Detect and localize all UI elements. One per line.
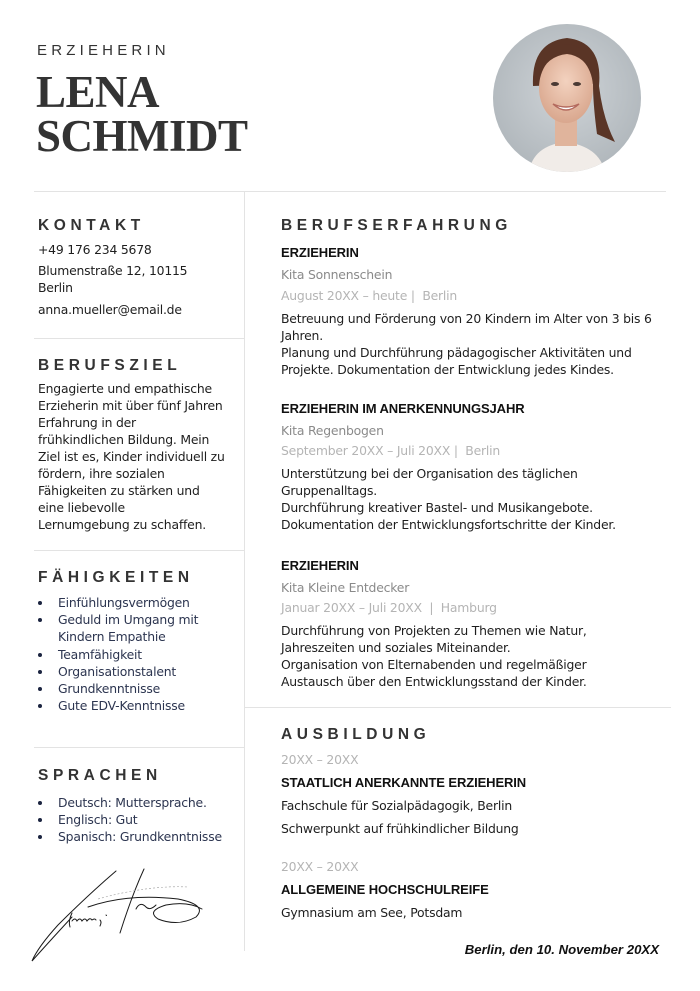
job-employer: Kita Kleine Entdecker [281,580,410,595]
job-line: Dokumentation der Entwicklungsfortschritte der Kinder. [281,517,616,532]
education-title: STAATLICH ANERKANNTE ERZIEHERIN [281,775,527,790]
job-employer: Kita Regenbogen [281,423,384,438]
job-title-eyebrow: ERZIEHERIN [37,42,170,59]
job-period: September 20XX – Juli 20XX | Berlin [281,443,501,458]
last-name: SCHMIDT [36,111,248,161]
divider-kontakt [34,338,244,339]
languages-list [37,794,242,846]
portrait-image [493,24,641,172]
kontakt-heading: KONTAKT [38,217,145,234]
language-item: Deutsch: Muttersprache. [37,794,242,811]
education-title: ALLGEMEINE HOCHSCHULREIFE [281,882,489,897]
skill-item: Grundkenntnisse [37,680,227,697]
address-line2: Berlin [38,280,73,295]
job-title: ERZIEHERIN [281,558,359,573]
berufsziel-line: fördern, ihre sozialen [38,466,165,481]
job-line: Austausch über den Entwicklungsstand der Kinder. [281,674,587,689]
berufsziel-line: Ziel ist es, Kinder individuell zu [38,449,225,464]
job-line: Gruppenalltags. [281,483,377,498]
first-name: LENA [36,67,160,117]
job-period: August 20XX – heute | Berlin [281,288,458,303]
education-school: Fachschule für Sozialpädagogik, Berlin [281,798,512,813]
skill-item: Teamfähigkeit [37,646,227,663]
address-line1: Blumenstraße 12, 10115 [38,263,188,278]
divider-faehigkeiten [34,747,244,748]
job-title: ERZIEHERIN [281,245,359,260]
job-line: Durchführung von Projekten zu Themen wie Natur, [281,623,587,638]
column-divider [244,191,245,951]
language-item: Englisch: Gut [37,811,242,828]
email[interactable]: anna.mueller@email.de [38,302,182,317]
berufserfahrung-heading: BERUFSERFAHRUNG [281,217,512,234]
job-line: Betreuung und Förderung von 20 Kindern im Alter von 3 bis 6 [281,311,652,326]
berufsziel-line: Erfahrung in der [38,415,136,430]
berufsziel-line: Engagierte und empathische [38,381,212,396]
berufsziel-heading: BERUFSZIEL [38,357,182,374]
job-line: Organisation von Elternabenden und regelmäßiger [281,657,587,672]
skill-item: Organisationstalent [37,663,227,680]
divider-berufserfahrung [245,707,671,708]
sprachen-heading: SPRACHEN [38,767,162,784]
job-period: Januar 20XX – Juli 20XX | Hamburg [281,600,497,615]
skill-item: Einfühlungsvermögen [37,594,227,611]
job-description [281,622,671,690]
signature-image [28,865,208,965]
job-line: Durchführung kreativer Bastel- und Musikangebote. [281,500,593,515]
job-line: Jahren. [281,328,323,343]
education-school: Gymnasium am See, Potsdam [281,905,463,920]
divider-berufsziel [34,550,244,551]
job-description [281,465,671,533]
job-line: Jahreszeiten und soziales Miteinander. [281,640,511,655]
berufsziel-line: Erzieherin mit über fünf Jahren [38,398,223,413]
job-title: ERZIEHERIN IM ANERKENNUNGSJAHR [281,401,525,416]
skills-list [37,594,227,714]
profile-photo [493,24,641,172]
job-line: Planung und Durchführung pädagogischer Aktivitäten und [281,345,632,360]
job-line: Unterstützung bei der Organisation des täglichen [281,466,578,481]
berufsziel-line: Fähigkeiten zu stärken und [38,483,200,498]
phone: +49 176 234 5678 [38,242,152,257]
header-divider [34,191,666,192]
place-and-date: Berlin, den 10. November 20XX [464,942,659,957]
education-period: 20XX – 20XX [281,752,359,767]
skill-item: Geduld im Umgang mit Kindern Empathie [37,611,227,645]
berufsziel-line: eine liebevolle [38,500,125,515]
language-item: Spanisch: Grundkenntnisse [37,828,242,845]
job-description [281,310,671,378]
berufsziel-line: Lernumgebung zu schaffen. [38,517,206,532]
berufsziel-line: frühkindlichen Bildung. Mein [38,432,210,447]
education-note: Schwerpunkt auf frühkindlicher Bildung [281,821,519,836]
job-line: Projekte. Dokumentation der Entwicklung jedes Kindes. [281,362,614,377]
skill-item: Gute EDV-Kenntnisse [37,697,227,714]
job-employer: Kita Sonnenschein [281,267,393,282]
education-period: 20XX – 20XX [281,859,359,874]
berufsziel-text [38,380,243,533]
faehigkeiten-heading: FÄHIGKEITEN [38,569,194,586]
ausbildung-heading: AUSBILDUNG [281,726,431,743]
